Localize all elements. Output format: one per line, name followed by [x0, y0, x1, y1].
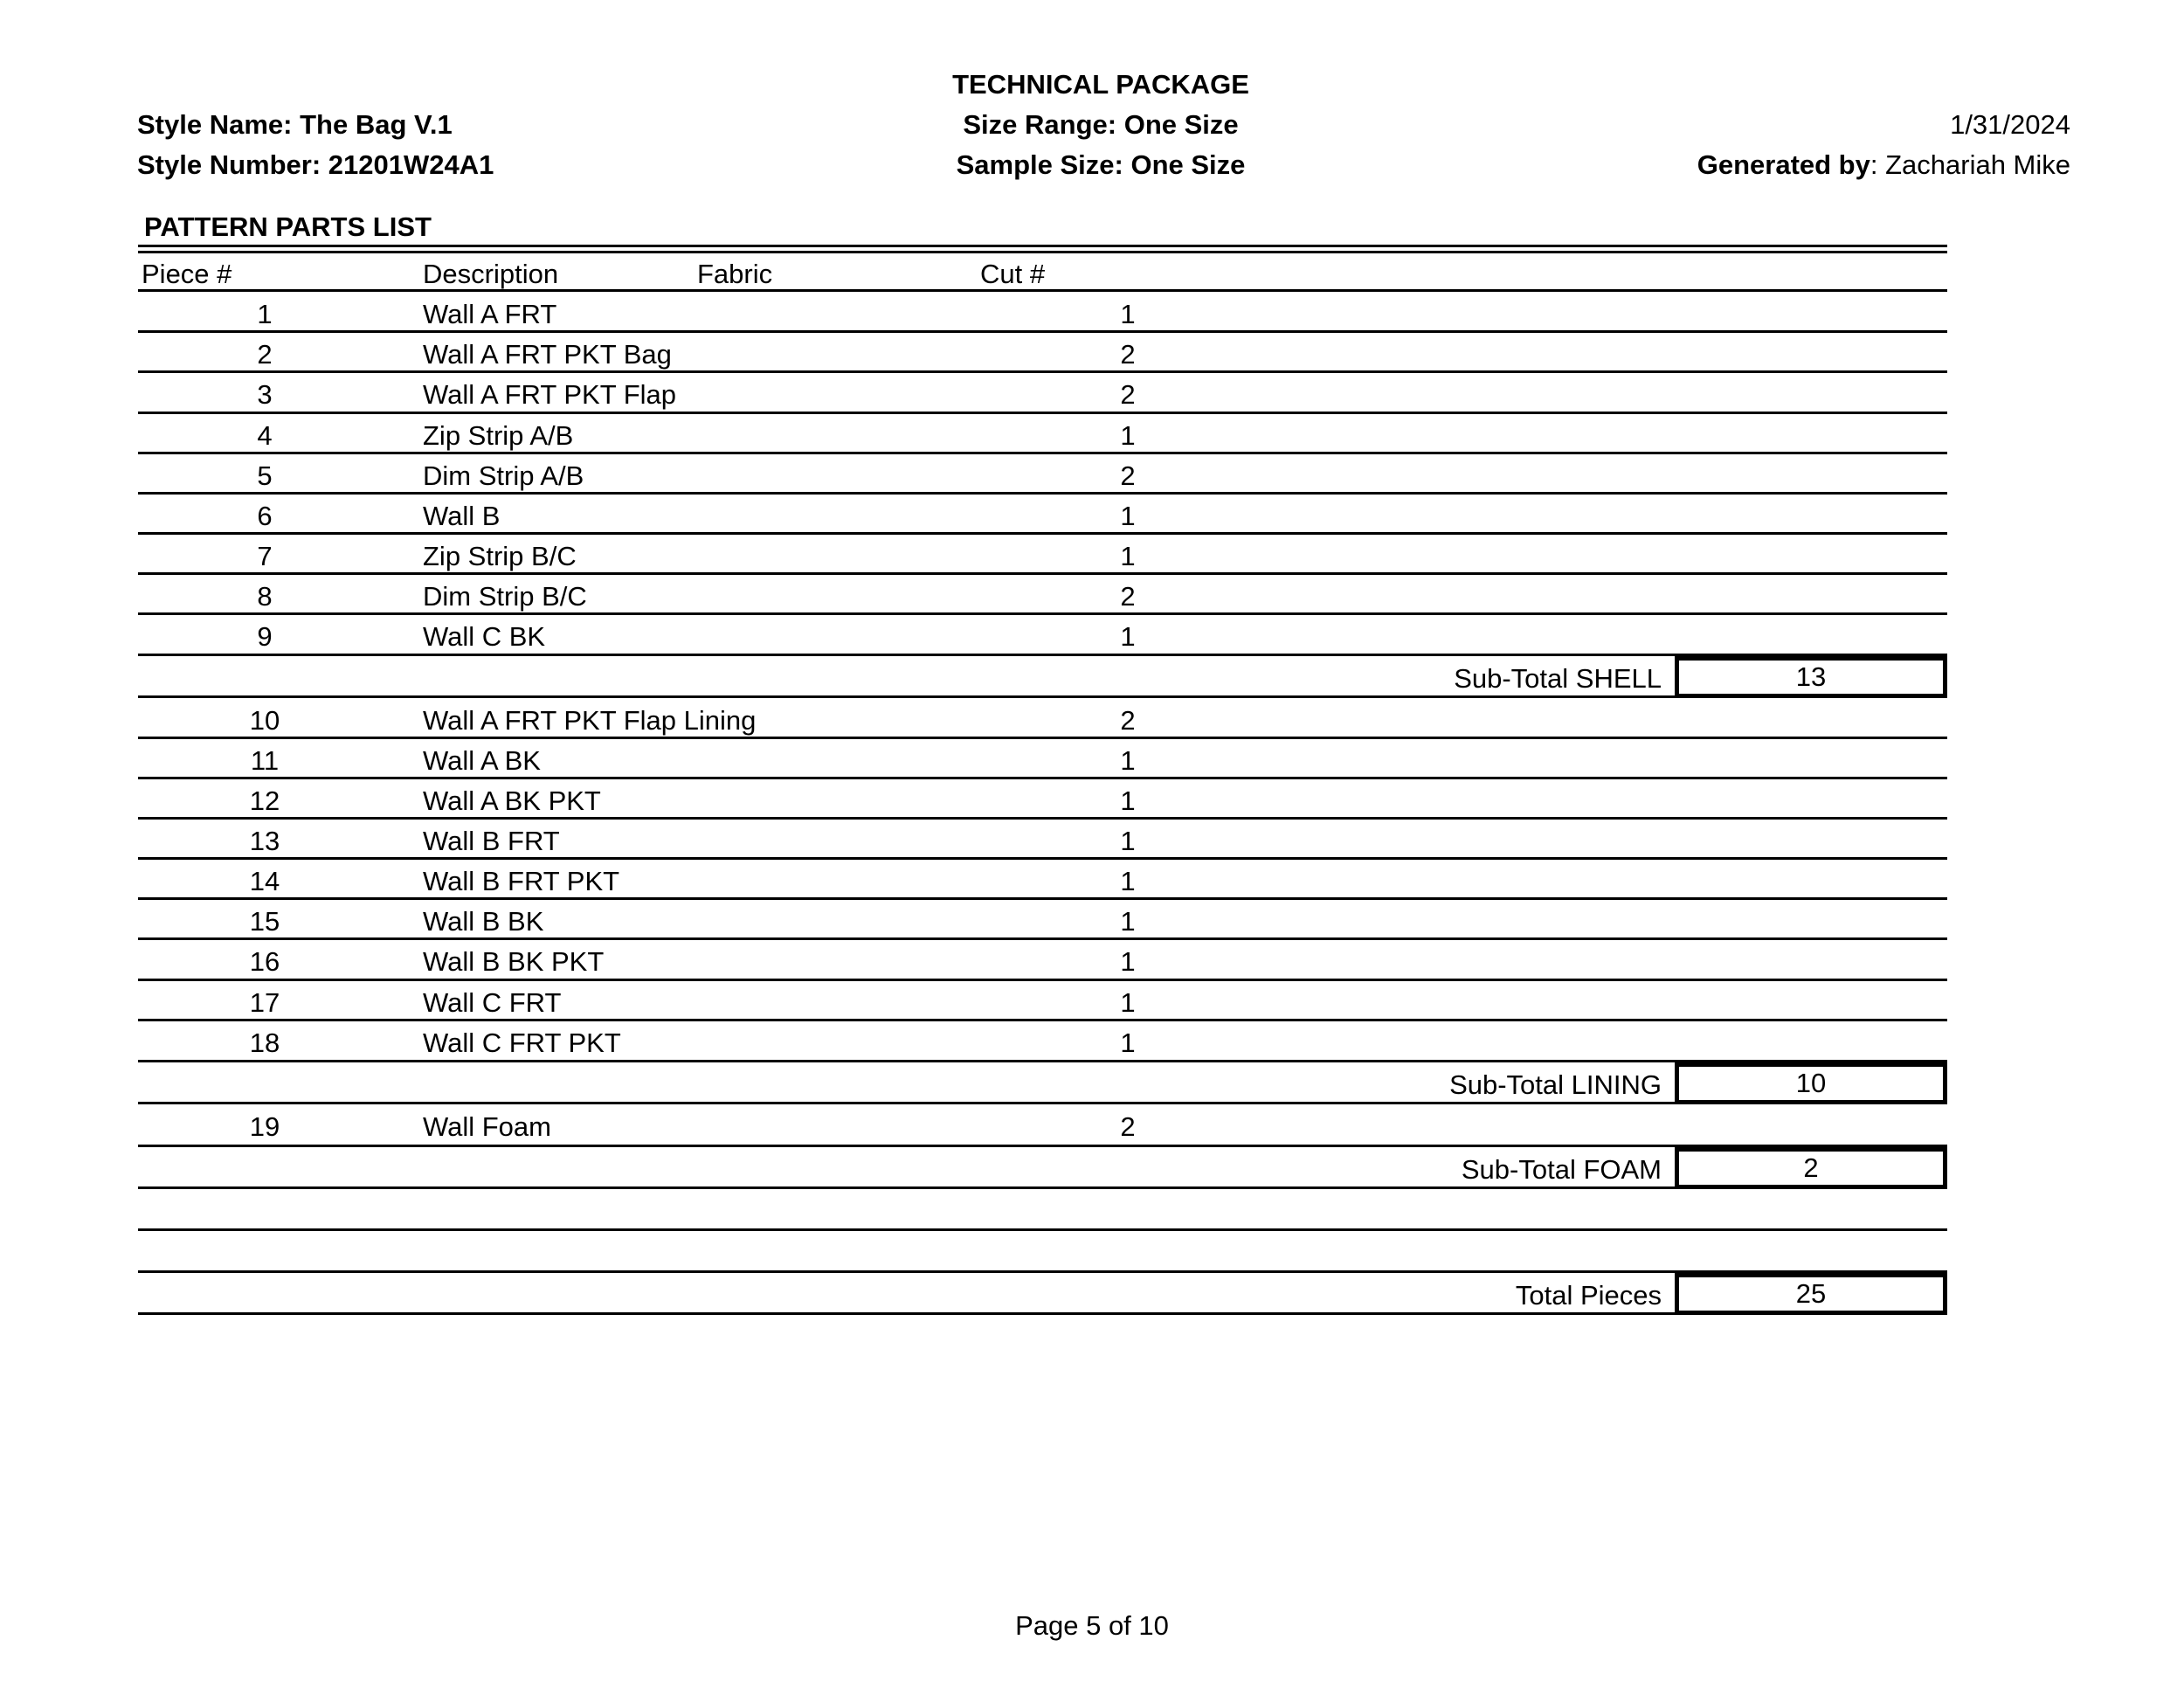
subtotal-shell-row [138, 658, 1947, 698]
cut-count: 1 [1120, 501, 1136, 531]
cut-count: 1 [1120, 299, 1136, 329]
piece-description: Wall B FRT PKT [423, 866, 620, 896]
table-row [138, 780, 1947, 820]
table-row [138, 1106, 1947, 1146]
piece-number: 17 [249, 987, 280, 1018]
cut-count: 2 [1120, 339, 1136, 370]
generated-by [1697, 151, 2070, 178]
table-row [138, 700, 1947, 740]
header-rule [138, 289, 1947, 292]
subtotal-lining-label: Sub-Total LINING [1449, 1069, 1662, 1100]
table-row [138, 334, 1947, 374]
row-rule [138, 817, 1947, 820]
column-header-fabric: Fabric [697, 259, 773, 289]
piece-description: Wall B BK [423, 906, 544, 937]
size-range-value: One Size [1123, 109, 1239, 140]
table-row [138, 374, 1947, 414]
piece-description: Wall B FRT [423, 826, 560, 856]
piece-description: Zip Strip A/B [423, 420, 574, 451]
column-header-row [138, 253, 1947, 294]
subtotal-shell-label: Sub-Total SHELL [1454, 663, 1662, 694]
cut-count: 1 [1120, 987, 1136, 1018]
cut-count: 1 [1120, 906, 1136, 937]
table-row [138, 616, 1947, 656]
style-number [137, 151, 494, 178]
piece-description: Dim Strip B/C [423, 581, 587, 612]
table-row [138, 415, 1947, 455]
total-pieces-value: 25 [1675, 1273, 1947, 1315]
cut-count: 2 [1120, 705, 1136, 736]
row-rule [138, 737, 1947, 739]
total-pieces-row [138, 1275, 1947, 1315]
piece-number: 8 [257, 581, 273, 612]
row-rule [138, 1312, 1947, 1315]
subtotal-lining-value: 10 [1675, 1062, 1947, 1104]
row-rule [138, 492, 1947, 495]
piece-description: Wall C FRT [423, 987, 562, 1018]
piece-description: Wall C BK [423, 621, 546, 652]
column-header-cut: Cut # [980, 259, 1046, 289]
style-name-label: Style Name: [137, 109, 293, 140]
document-title: TECHNICAL PACKAGE [952, 69, 1249, 100]
table-row [138, 901, 1947, 941]
row-rule [138, 1102, 1947, 1104]
table-row [138, 495, 1947, 536]
piece-description: Wall C FRT PKT [423, 1027, 621, 1058]
double-rule-top [138, 245, 1947, 247]
row-rule [138, 979, 1947, 981]
subtotal-foam-row [138, 1149, 1947, 1189]
table-row [138, 982, 1947, 1022]
size-range [786, 111, 1415, 138]
subtotal-foam-value: 2 [1675, 1147, 1947, 1189]
piece-description: Wall A BK [423, 745, 541, 776]
subtotal-shell-value: 13 [1675, 656, 1947, 698]
style-name [137, 111, 453, 138]
piece-description: Wall Foam [423, 1111, 551, 1142]
subtotal-foam-label: Sub-Total FOAM [1461, 1154, 1662, 1185]
piece-number: 2 [257, 339, 273, 370]
row-rule [138, 1019, 1947, 1021]
piece-number: 5 [257, 460, 273, 491]
column-header-piece: Piece # [142, 259, 232, 289]
piece-number: 11 [250, 745, 280, 776]
piece-number: 19 [249, 1111, 280, 1142]
style-name-value: The Bag V.1 [300, 109, 453, 140]
table-row [138, 455, 1947, 495]
piece-description: Wall A FRT PKT Flap [423, 379, 677, 410]
row-rule [138, 412, 1947, 414]
table-row [138, 294, 1947, 334]
page-number: Page 5 of 10 [1015, 1610, 1169, 1641]
cut-count: 1 [1120, 826, 1136, 856]
piece-description: Wall A FRT PKT Bag [423, 339, 672, 370]
row-rule [138, 695, 1947, 698]
piece-description: Dim Strip A/B [423, 460, 584, 491]
cut-count: 1 [1120, 420, 1136, 451]
sample-size-value: One Size [1130, 149, 1246, 180]
piece-description: Wall A BK PKT [423, 785, 601, 816]
piece-description: Wall A FRT [423, 299, 557, 329]
piece-number: 6 [257, 501, 273, 531]
row-rule [138, 777, 1947, 779]
row-rule [138, 532, 1947, 535]
column-header-description: Description [423, 259, 559, 289]
row-rule [138, 857, 1947, 860]
piece-description: Zip Strip B/C [423, 541, 577, 571]
table-row [138, 536, 1947, 576]
style-number-value: 21201W24A1 [328, 149, 494, 180]
piece-number: 15 [249, 906, 280, 937]
cut-count: 1 [1120, 866, 1136, 896]
row-rule [138, 612, 1947, 615]
cut-count: 1 [1120, 621, 1136, 652]
cut-count: 1 [1120, 745, 1136, 776]
style-number-label: Style Number: [137, 149, 321, 180]
cut-count: 1 [1120, 1027, 1136, 1058]
row-rule [138, 452, 1947, 454]
generated-by-label: Generated by [1697, 149, 1870, 180]
cut-count: 2 [1120, 581, 1136, 612]
piece-number: 16 [249, 946, 280, 977]
row-rule [138, 937, 1947, 940]
cut-count: 2 [1120, 460, 1136, 491]
row-rule [138, 330, 1947, 333]
document-date: 1/31/2024 [1950, 109, 2070, 140]
piece-number: 13 [249, 826, 280, 856]
table-row [138, 740, 1947, 780]
cut-count: 1 [1120, 946, 1136, 977]
piece-number: 14 [249, 866, 280, 896]
sample-size [786, 151, 1415, 178]
table-row [138, 861, 1947, 901]
piece-number: 18 [249, 1027, 280, 1058]
table-row [138, 941, 1947, 981]
total-pieces-label: Total Pieces [1515, 1280, 1662, 1311]
cut-count: 1 [1120, 541, 1136, 571]
piece-number: 3 [257, 379, 273, 410]
cut-count: 2 [1120, 379, 1136, 410]
piece-description: Wall A FRT PKT Flap Lining [423, 705, 757, 736]
table-row [138, 820, 1947, 861]
row-rule [138, 370, 1947, 373]
row-rule [138, 1228, 1947, 1231]
subtotal-lining-row [138, 1064, 1947, 1104]
piece-number: 1 [257, 299, 273, 329]
row-rule [138, 1186, 1947, 1189]
sample-size-label: Sample Size: [956, 149, 1123, 180]
row-rule [138, 897, 1947, 900]
piece-number: 10 [249, 705, 280, 736]
generated-by-value: : Zachariah Mike [1870, 149, 2070, 180]
section-title: PATTERN PARTS LIST [144, 211, 432, 242]
row-rule [138, 572, 1947, 575]
table-row [138, 1022, 1947, 1062]
piece-number: 9 [257, 621, 273, 652]
piece-description: Wall B [423, 501, 501, 531]
piece-number: 7 [257, 541, 273, 571]
piece-number: 4 [257, 420, 273, 451]
cut-count: 2 [1120, 1111, 1136, 1142]
cut-count: 1 [1120, 785, 1136, 816]
size-range-label: Size Range: [963, 109, 1117, 140]
piece-number: 12 [249, 785, 280, 816]
piece-description: Wall B BK PKT [423, 946, 605, 977]
table-row [138, 576, 1947, 616]
